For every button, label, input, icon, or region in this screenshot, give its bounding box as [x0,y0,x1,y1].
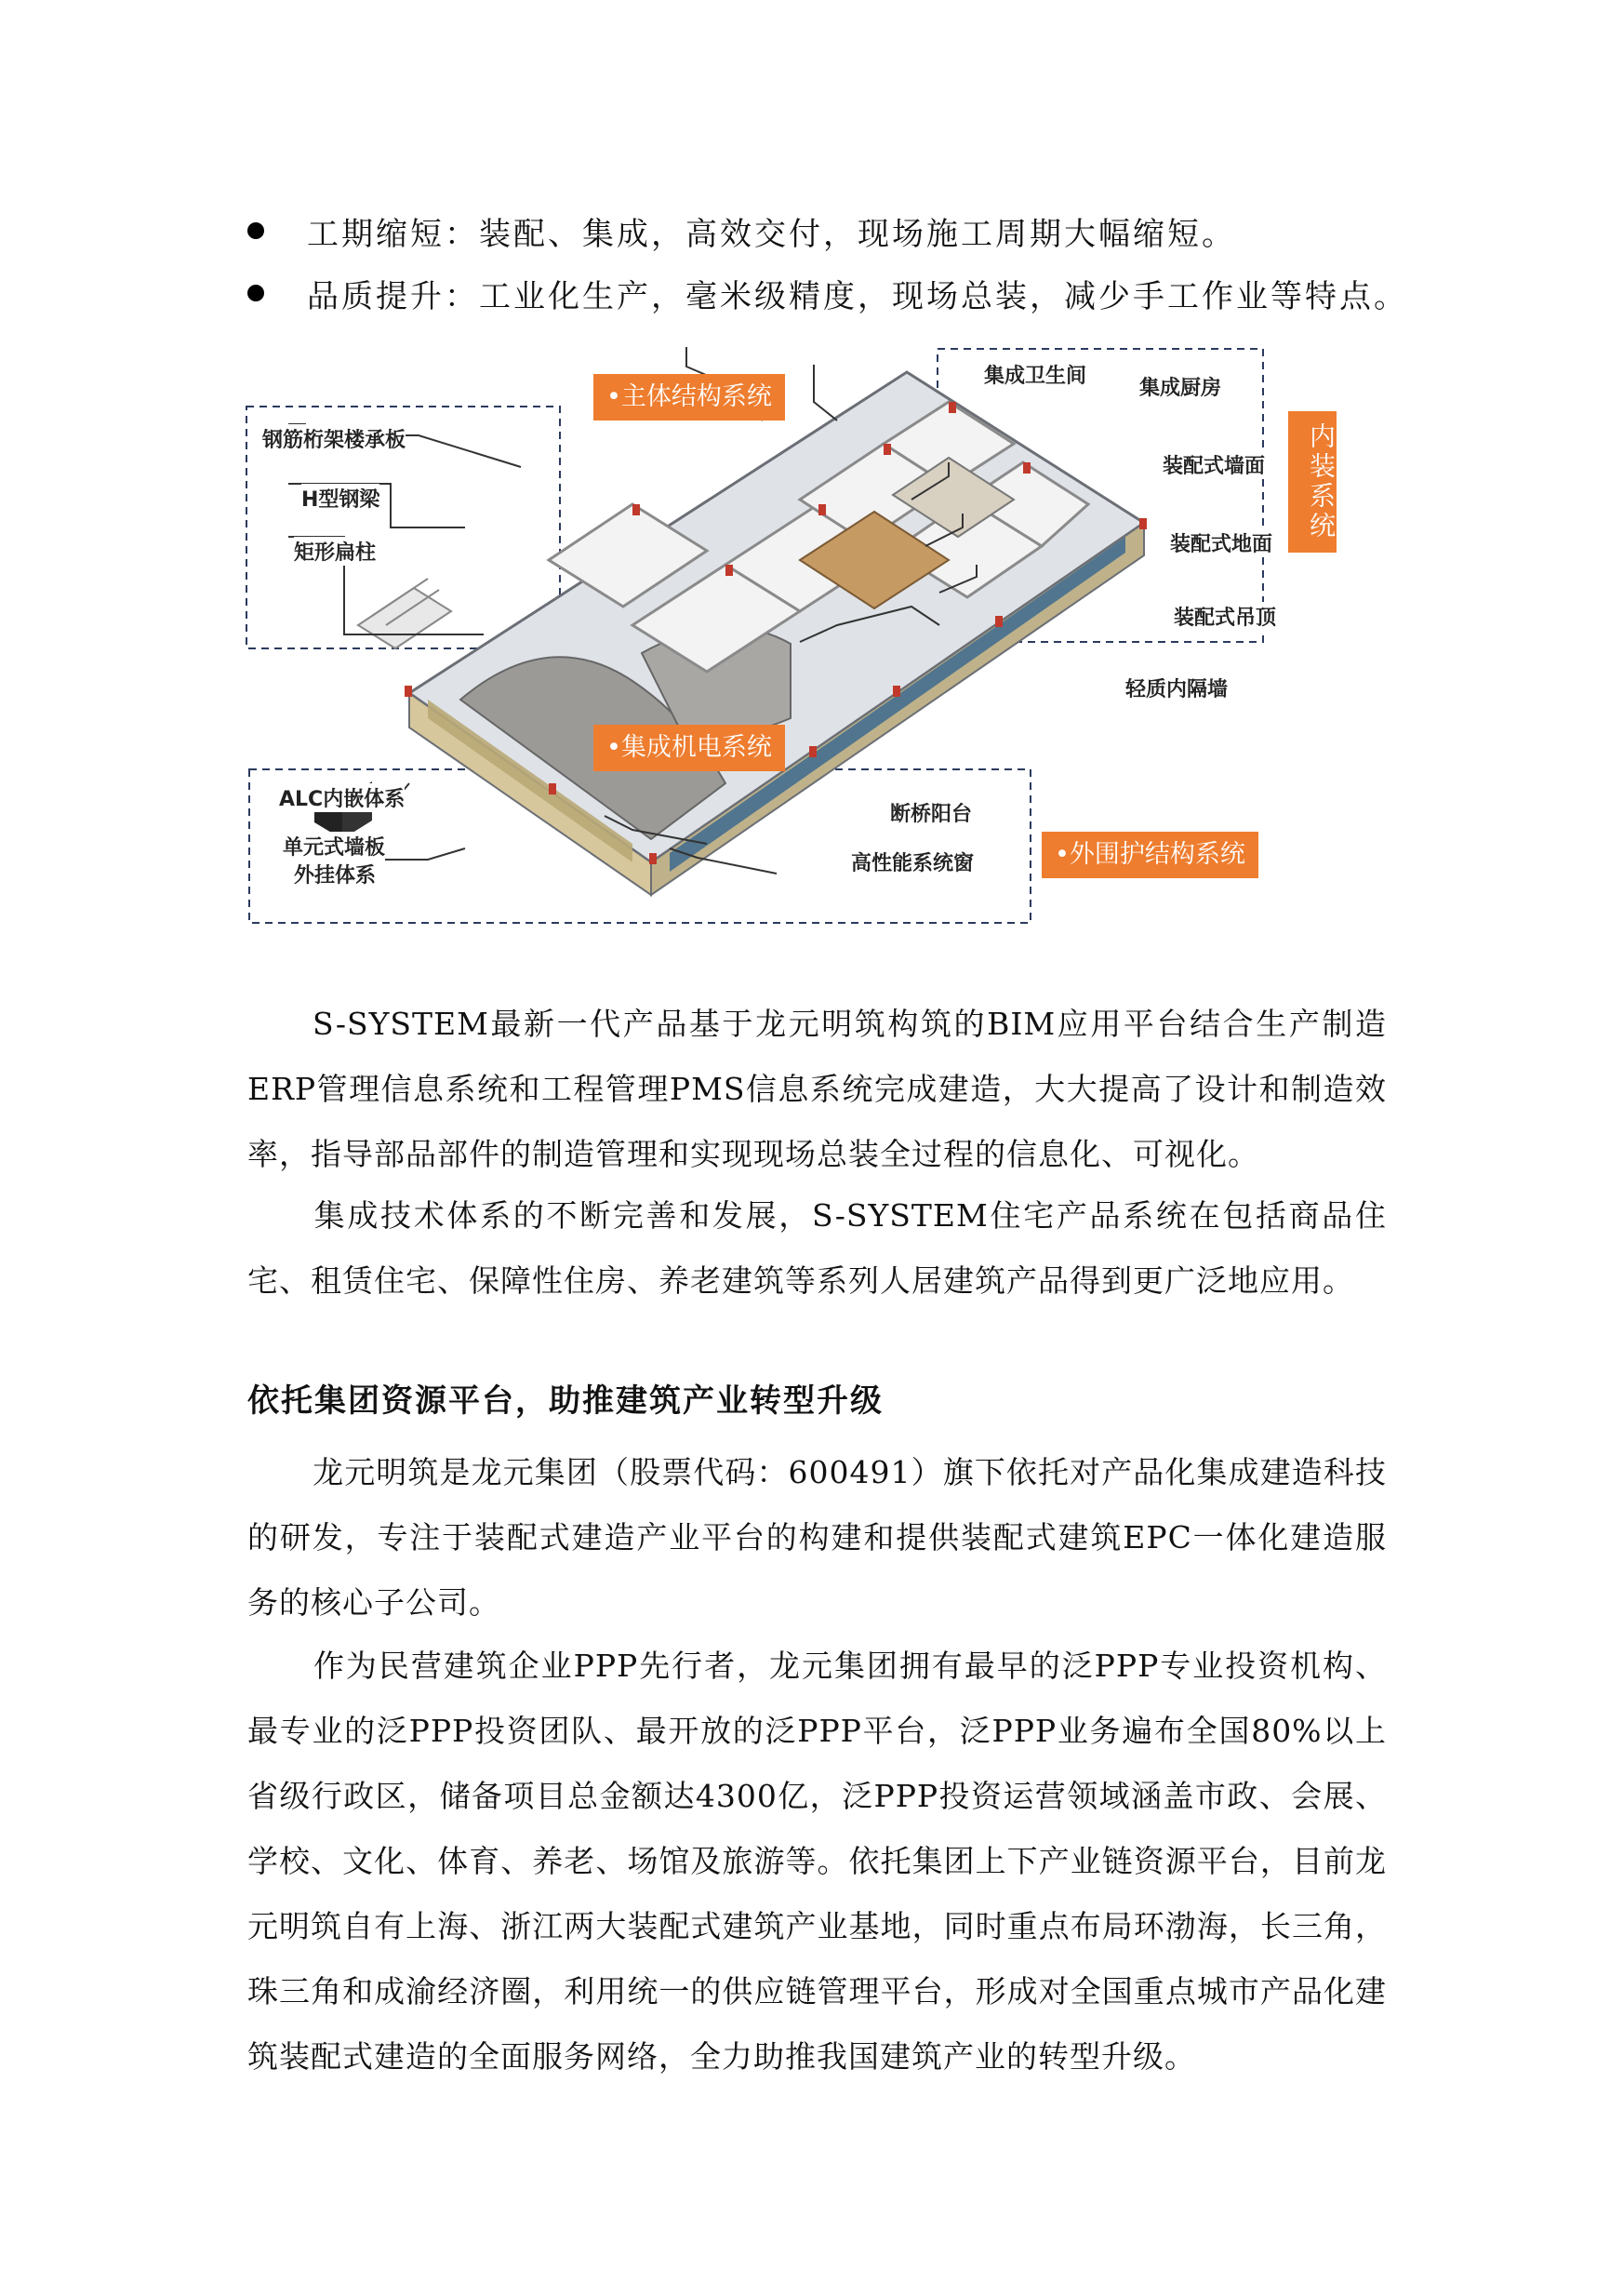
paragraph-text: 作为民营建筑企业PPP先行者，龙元集团拥有最早的泛PPP专业投资机构、最专业的泛PPP投资团队、最开放的泛PPP平台，泛PPP业务遍布全国80%以上省级行政区，储备项目总金额达4300亿，泛PPP投资运营领域涵盖市政、会展、学校、文化、体育、养老、场馆及旅游等。依托集团上下产业链资源平台，目前龙元明筑自有上海、浙江两大装配式建筑产业基地，同时重点布局环渤海，长三角，珠三角和成渝经济圈，利用统一的供应链管理平台，形成对全国重点城市产品化建筑装配式建造的全面服务网络，全力助推我国建筑产业的转型升级。 [247,1648,1387,2075]
callout-wall: 装配式墙面 [1163,450,1265,479]
callout-rect-column: 矩形扁柱 [294,537,376,566]
section-heading: 依托集团资源平台，助推建筑产业转型升级 [247,1382,884,1420]
paragraph-company-intro [247,1440,1387,1635]
bullet-text: 工期缩短：装配、集成，高效交付，现场施工周期大幅缩短。 [307,215,1236,253]
bullet-item [247,203,1236,259]
callout-window: 高性能系统窗 [851,848,974,876]
bullet-item [247,265,1408,321]
callout-unit-panel-line1: 单元式墙板 [283,832,385,861]
callout-kitchen: 集成厨房 [1139,372,1221,401]
envelope-system-tag: •外围护结构系统 [1042,832,1258,878]
paragraph-text: 龙元明筑是龙元集团（股票代码：600491）旗下依托对产品化集成建造科技的研发，专注于装配式建造产业平台的构建和提供装配式建筑EPC一体化建造服务的核心子公司。 [247,1454,1387,1621]
bullet-dot-icon [247,222,264,239]
paragraph-text: S-SYSTEM最新一代产品基于龙元明筑构筑的BIM应用平台结合生产制造ERP管理信息系统和工程管理PMS信息系统完成建造，大大提高了设计和制造效率，指导部品部件的制造管理和实现现场总装全过程的信息化、可视化。 [247,1006,1387,1172]
interior-system-tag: 内装系统 [1288,411,1337,553]
main-structure-system-tag: •主体结构系统 [593,374,785,420]
paragraph-text: 集成技术体系的不断完善和发展，S-SYSTEM住宅产品系统在包括商品住宅、租赁住宅、保障性住房、养老建筑等系列人居建筑产品得到更广泛地应用。 [247,1197,1387,1299]
building-system-diagram [242,346,1339,928]
callout-bathroom: 集成卫生间 [984,360,1086,389]
callout-truss-deck: 钢筋桁架楼承板 [262,424,406,453]
callout-balcony: 断桥阳台 [890,798,972,827]
callout-alc: ALC内嵌体系 [279,783,405,812]
callout-h-beam: H型钢梁 [301,484,379,513]
paragraph-ppp [247,1634,1387,2089]
callout-floor: 装配式地面 [1170,528,1272,557]
callout-unit-panel-line2: 外挂体系 [294,860,376,888]
callout-ceiling: 装配式吊顶 [1174,602,1276,631]
paragraph-tech-system [247,1183,1387,1314]
bullet-text: 品质提升：工业化生产，毫米级精度，现场总装，减少手工作业等特点。 [307,277,1408,315]
mep-system-tag: •集成机电系统 [593,725,785,771]
bullet-dot-icon [247,285,264,301]
paragraph-bim-platform [247,992,1387,1187]
callout-partition: 轻质内隔墙 [1125,674,1228,702]
